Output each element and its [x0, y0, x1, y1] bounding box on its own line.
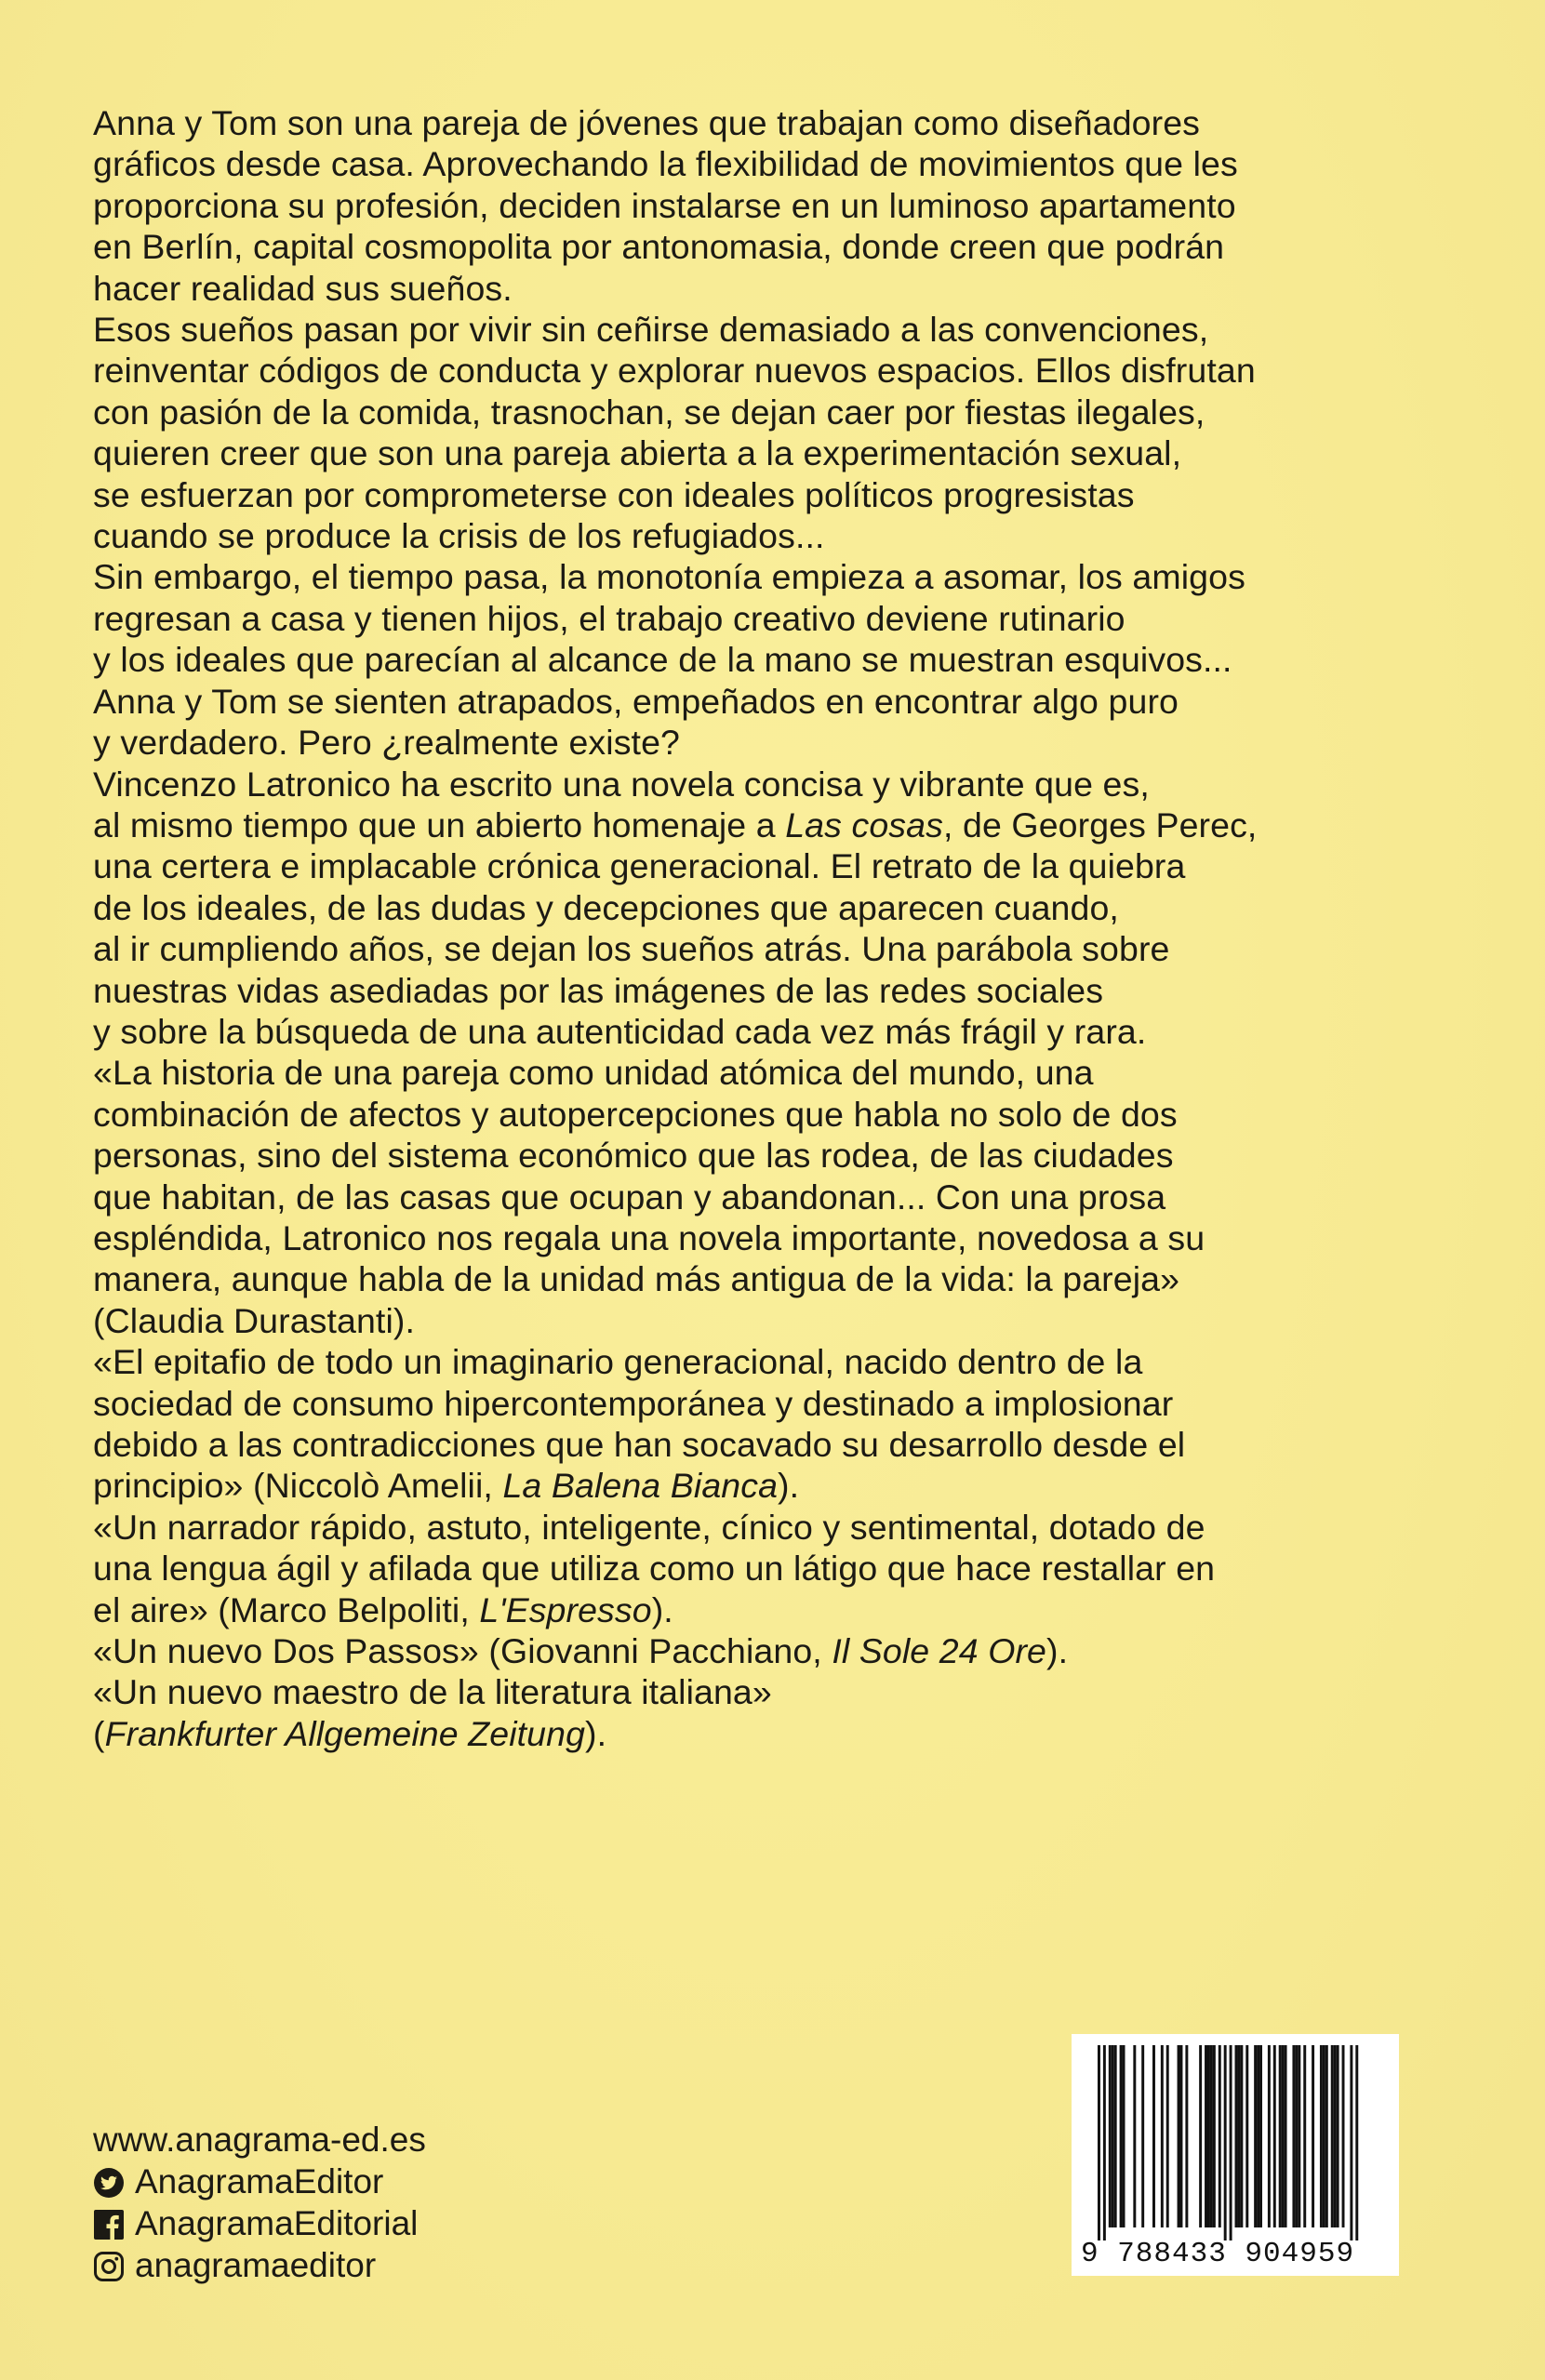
- text-line: una lengua ágil y afilada que utiliza como un látigo que hace restallar en: [93, 1549, 1216, 1589]
- text-line: sociedad de consumo hipercontemporánea y destinado a implosionar: [93, 1383, 1174, 1423]
- barcode-bar: [1334, 2045, 1337, 2227]
- barcode-bar: [1235, 2045, 1238, 2227]
- barcode-bar: [1185, 2045, 1188, 2227]
- barcode-bar: [1240, 2045, 1243, 2227]
- publication-title: Il Sole 24 Ore: [832, 1631, 1047, 1671]
- text-line: al ir cumpliendo años, se dejan los sueños atrás. Una parábola sobre: [93, 929, 1170, 969]
- barcode-bar: [1109, 2045, 1112, 2227]
- review-quote-amelii: [93, 1341, 1395, 1507]
- isbn-number: 9 788433 904959: [1081, 2238, 1355, 2270]
- text-line: [93, 1713, 1395, 1754]
- text-line: con pasión de la comida, trasnochan, se dejan caer por fiestas ilegales,: [93, 392, 1205, 432]
- text-line: y los ideales que parecían al alcance de la mano se muestran esquivos...: [93, 640, 1232, 680]
- text-line: proporciona su profesión, deciden instalarse en un luminoso apartamento: [93, 185, 1236, 225]
- barcode-guard-bar: [1103, 2045, 1106, 2240]
- barcode-bar: [1120, 2045, 1123, 2227]
- text-fragment: ).: [1046, 1631, 1069, 1671]
- barcode-bar: [1285, 2045, 1287, 2227]
- publication-title: La Balena Bianca: [502, 1466, 779, 1506]
- publisher-contact: [93, 2119, 426, 2286]
- text-line: «Un narrador rápido, astuto, inteligente, cínico y sentimental, dotado de: [93, 1507, 1205, 1547]
- barcode-bar: [1213, 2045, 1216, 2227]
- text-line: [93, 804, 1395, 845]
- barcode-guard-bar: [1098, 2045, 1100, 2240]
- review-quote-durastanti: [93, 1052, 1395, 1341]
- barcode-bar: [1295, 2045, 1298, 2227]
- text-line: se esfuerzan por comprometerse con ideales políticos progresistas: [93, 474, 1135, 514]
- text-line: en Berlín, capital cosmopolita por antonomasia, donde creen que podrán: [93, 227, 1225, 267]
- text-line: una certera e implacable crónica generacional. El retrato de la quiebra: [93, 846, 1186, 886]
- twitter-link[interactable]: [93, 2161, 426, 2202]
- text-line: y verdadero. Pero ¿realmente existe?: [93, 723, 680, 763]
- blurb-paragraph-3: [93, 556, 1395, 763]
- instagram-icon: [93, 2250, 125, 2281]
- barcode-bar: [1254, 2045, 1257, 2227]
- text-fragment: el aire» (Marco Belpoliti,: [93, 1589, 480, 1629]
- barcode-bar: [1323, 2045, 1325, 2227]
- instagram-link[interactable]: [93, 2244, 426, 2286]
- barcode-bar: [1180, 2045, 1183, 2227]
- barcode-bar: [1282, 2045, 1285, 2227]
- barcode-bar: [1245, 2045, 1248, 2227]
- text-line: Esos sueños pasan por vivir sin ceñirse demasiado a las convenciones,: [93, 310, 1209, 350]
- book-title: Las cosas: [785, 804, 943, 844]
- publication-title: Frankfurter Allgemeine Zeitung: [104, 1713, 586, 1753]
- text-line: nuestras vidas asediadas por las imágenes de las redes sociales: [93, 970, 1104, 1010]
- barcode-bar: [1292, 2045, 1295, 2227]
- barcode-bar: [1207, 2045, 1210, 2227]
- text-fragment: , de Georges Perec,: [942, 804, 1258, 844]
- instagram-handle[interactable]: anagramaeditor: [135, 2246, 377, 2284]
- text-fragment: ).: [585, 1713, 607, 1753]
- text-line: que habitan, de las casas que ocupan y abandonan... Con una prosa: [93, 1177, 1166, 1217]
- blurb-paragraph-4: [93, 764, 1395, 1053]
- text-line: Vincenzo Latronico ha escrito una novela concisa y vibrante que es,: [93, 764, 1150, 804]
- text-line: «La historia de una pareja como unidad atómica del mundo, una: [93, 1053, 1094, 1093]
- barcode-bar: [1273, 2045, 1276, 2227]
- barcode-bar: [1257, 2045, 1259, 2227]
- barcode-guard-bar: [1224, 2045, 1227, 2240]
- barcode-bar: [1259, 2045, 1262, 2227]
- text-line: combinación de afectos y autopercepciones que habla no solo de dos: [93, 1094, 1178, 1134]
- barcode-guard-bar: [1355, 2045, 1358, 2240]
- text-fragment: principio» (Niccolò Amelii,: [93, 1466, 503, 1506]
- text-line: (Claudia Durastanti).: [93, 1300, 415, 1340]
- isbn-barcode: [1072, 2034, 1399, 2276]
- facebook-icon: [93, 2208, 125, 2240]
- barcode-bars: [1072, 2034, 1399, 2240]
- barcode-bar: [1205, 2045, 1207, 2227]
- text-line: quieren creer que son una pareja abierta a la experimentación sexual,: [93, 433, 1182, 473]
- barcode-guard-bar: [1230, 2045, 1232, 2240]
- barcode-bar: [1331, 2045, 1334, 2227]
- text-line: «El epitafio de todo un imaginario generacional, nacido dentro de la: [93, 1342, 1143, 1382]
- text-line: personas, sino del sistema económico que las rodea, de las ciudades: [93, 1136, 1174, 1176]
- barcode-guard-bar: [1350, 2045, 1352, 2240]
- barcode-bar: [1178, 2045, 1180, 2227]
- text-line: [93, 1630, 1395, 1671]
- text-fragment: ).: [651, 1589, 673, 1629]
- barcode-bar: [1133, 2045, 1136, 2227]
- barcode-bar: [1337, 2045, 1339, 2227]
- barcode-bar: [1268, 2045, 1271, 2227]
- text-fragment: ).: [778, 1466, 800, 1506]
- barcode-bar: [1210, 2045, 1213, 2227]
- barcode-bar: [1219, 2045, 1221, 2227]
- text-fragment: (: [93, 1713, 105, 1753]
- text-line: [93, 1465, 1395, 1506]
- text-line: «Un nuevo maestro de la literatura italiana»: [93, 1672, 772, 1712]
- barcode-bar: [1112, 2045, 1114, 2227]
- barcode-bar: [1237, 2045, 1240, 2227]
- text-fragment: «Un nuevo Dos Passos» (Giovanni Pacchiano,: [93, 1631, 832, 1671]
- barcode-bar: [1161, 2045, 1164, 2227]
- publication-title: L'Espresso: [479, 1589, 652, 1629]
- barcode-bar: [1342, 2045, 1345, 2227]
- text-line: reinventar códigos de conducta y explorar nuevos espacios. Ellos disfrutan: [93, 351, 1256, 391]
- text-line: [93, 1589, 1395, 1630]
- barcode-bar: [1199, 2045, 1202, 2227]
- blurb-text: [93, 102, 1395, 1754]
- barcode-bar: [1123, 2045, 1125, 2227]
- barcode-bar: [1152, 2045, 1155, 2227]
- text-line: manera, aunque habla de la unidad más antigua de la vida: la pareja»: [93, 1259, 1180, 1299]
- text-line: y sobre la búsqueda de una autenticidad cada vez más frágil y rara.: [93, 1011, 1147, 1051]
- website-link[interactable]: [93, 2119, 426, 2161]
- barcode-bar: [1312, 2045, 1314, 2227]
- facebook-handle[interactable]: AnagramaEditorial: [135, 2204, 419, 2242]
- review-quote-faz: [93, 1671, 1395, 1754]
- text-line: debido a las contradicciones que han socavado su desarrollo desde el: [93, 1425, 1186, 1464]
- barcode-bar: [1114, 2045, 1117, 2227]
- website-url[interactable]: www.anagrama-ed.es: [93, 2121, 426, 2159]
- barcode-bar: [1320, 2045, 1323, 2227]
- text-line: Anna y Tom se sienten atrapados, empeñados en encontrar algo puro: [93, 681, 1179, 721]
- barcode-bar: [1141, 2045, 1144, 2227]
- text-line: regresan a casa y tienen hijos, el trabajo creativo deviene rutinario: [93, 598, 1125, 638]
- text-line: de los ideales, de las dudas y decepciones que aparecen cuando,: [93, 887, 1119, 927]
- barcode-bar: [1303, 2045, 1306, 2227]
- blurb-paragraph-1: [93, 102, 1395, 309]
- review-quote-belpoliti: [93, 1507, 1395, 1630]
- facebook-link[interactable]: [93, 2202, 426, 2244]
- text-line: cuando se produce la crisis de los refugiados...: [93, 516, 825, 556]
- twitter-handle[interactable]: AnagramaEditor: [135, 2162, 384, 2201]
- review-quote-pacchiano: [93, 1630, 1395, 1671]
- blurb-paragraph-2: [93, 309, 1395, 556]
- barcode-bar: [1298, 2045, 1300, 2227]
- barcode-bar: [1325, 2045, 1328, 2227]
- text-fragment: al mismo tiempo que un abierto homenaje a: [93, 804, 786, 844]
- text-line: Anna y Tom son una pareja de jóvenes que trabajan como diseñadores: [93, 103, 1201, 142]
- text-line: espléndida, Latronico nos regala una novela importante, novedosa a su: [93, 1217, 1205, 1257]
- text-line: Sin embargo, el tiempo pasa, la monotonía empieza a asomar, los amigos: [93, 557, 1245, 597]
- twitter-icon: [93, 2166, 125, 2198]
- text-line: hacer realidad sus sueños.: [93, 268, 513, 308]
- barcode-bar: [1166, 2045, 1169, 2227]
- barcode-bar: [1279, 2045, 1282, 2227]
- text-line: gráficos desde casa. Aprovechando la flexibilidad de movimientos que les: [93, 144, 1238, 184]
